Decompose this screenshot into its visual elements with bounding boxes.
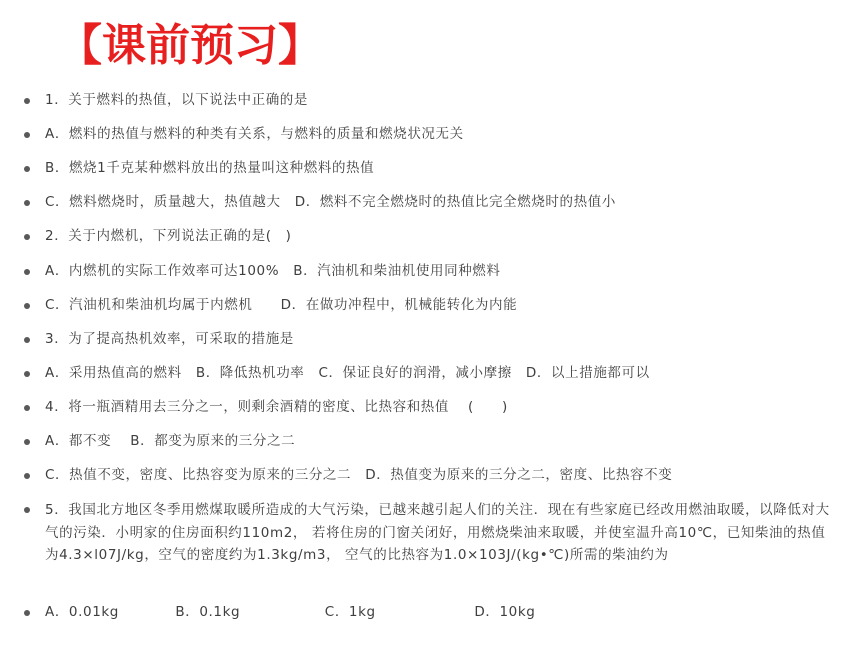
item-text: A．采用热值高的燃料 B．降低热机功率 C．保证良好的润滑，减小摩擦 D．以上措施都可以: [45, 365, 650, 381]
bullet-icon: [24, 200, 30, 206]
bullet-icon: [24, 337, 30, 343]
bullet-icon: [24, 371, 30, 377]
item-text: A．燃料的热值与燃料的种类有关系，与燃料的质量和燃烧状况无关: [45, 126, 464, 142]
bullet-icon: [24, 234, 30, 240]
item-text: A．都不变 B．都变为原来的三分之二: [45, 433, 296, 449]
bullet-icon: [24, 439, 30, 445]
item-text: C．燃料燃烧时，质量越大，热值越大 D．燃料不完全燃烧时的热值比完全燃烧时的热值小: [45, 194, 616, 210]
bullet-icon: [24, 507, 30, 513]
bullet-icon: [24, 132, 30, 138]
item-text: A．0.01kg B．0.1kg C．1kg D．10kg: [45, 604, 536, 620]
item-text: 1．关于燃料的热值，以下说法中正确的是: [45, 92, 308, 108]
item-text: C．汽油机和柴油机均属于内燃机 D．在做功冲程中，机械能转化为内能: [45, 297, 518, 313]
bullet-icon: [24, 166, 30, 172]
slide-title: 【课前预习】: [58, 20, 322, 71]
item-text: A．内燃机的实际工作效率可达100% B．汽油机和柴油机使用同种燃料: [45, 263, 501, 279]
bullet-icon: [24, 473, 30, 479]
bullet-icon: [24, 269, 30, 275]
bullet-icon: [24, 98, 30, 104]
item-text: 2．关于内燃机，下列说法正确的是( ): [45, 228, 292, 244]
item-text: 5．我国北方地区冬季用燃煤取暖所造成的大气污染，已越来越引起人们的关注．现在有些家庭已经改用燃油取暖，以降低对大气的污染．小明家的住房面积约110m2， 若将住房的门窗关闭好，用燃烧柴油来取暖，并使室温升高10℃，已知柴油的热值为4.3×l07J/kg，空气的密度约为1.3kg/m3， 空气的比热容为1.0×103J/(kg•℃)所需的柴油约为: [45, 502, 830, 563]
item-text: B．燃烧1千克某种燃料放出的热量叫这种燃料的热值: [45, 160, 375, 176]
item-text: C．热值不变，密度、比热容变为原来的三分之二 D．热值变为原来的三分之二，密度、比热容不变: [45, 467, 673, 483]
item-text: 4．将一瓶酒精用去三分之一，则剩余酒精的密度、比热容和热值 ( ): [45, 399, 508, 415]
bullet-icon: [24, 405, 30, 411]
bullet-icon: [24, 610, 30, 616]
item-text: 3．为了提高热机效率，可采取的措施是: [45, 331, 294, 347]
bullet-icon: [24, 303, 30, 309]
